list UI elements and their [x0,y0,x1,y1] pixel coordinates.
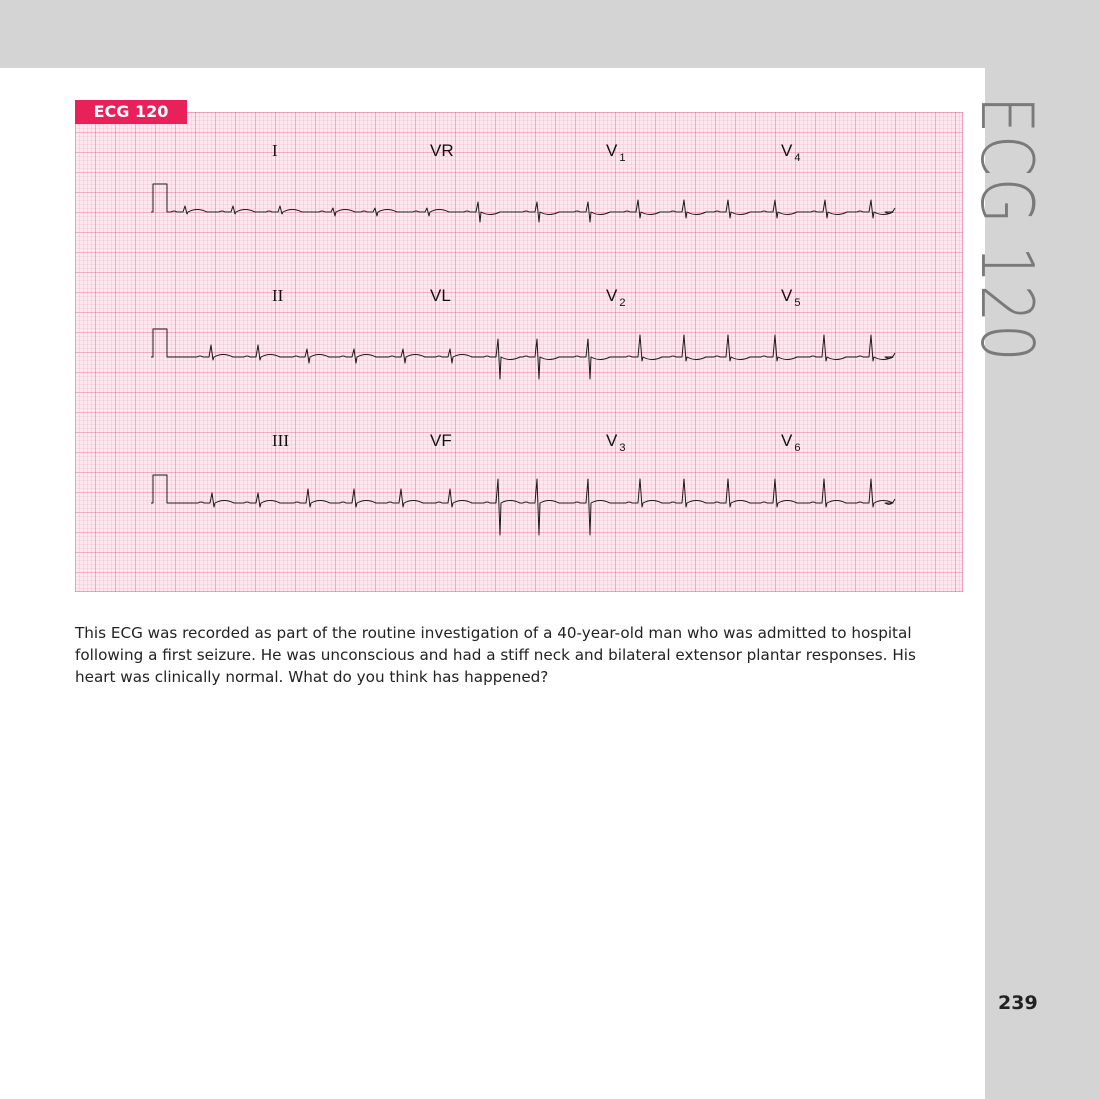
lead-label-vl: VL [430,286,451,305]
ecg-figure [75,112,963,592]
side-title [965,96,1049,422]
lead-label-vf: VF [430,431,452,450]
case-question-text: This ECG was recorded as part of the routine investigation of a 40-year-old man who was admitted to hospital following a first seizure. He was unconscious and had a stiff neck and bilateral extensor plantar responses. His heart was clinically normal. What do you think has happened? [75,624,916,686]
side-title-text: ECG 120 [965,96,1049,364]
page-number: 239 [998,992,1038,1014]
lead-label-v6: V $_6$ [781,431,801,454]
lead-label-iii: III [272,431,289,450]
lead-label-v2: V $_2$ [606,286,626,309]
lead-label-v3: V $_3$ [606,431,626,454]
ecg-grid [75,112,963,592]
lead-label-ii: II [272,286,284,305]
top-band [0,0,1099,68]
ecg-figure-label: ECG 120 [75,100,187,124]
lead-label-v4: V $_4$ [781,141,801,164]
lead-label-vr: VR [430,141,454,160]
lead-label-v1: V $_1$ [606,141,626,164]
lead-label-i: I [272,141,278,160]
lead-label-v5: V $_5$ [781,286,801,309]
